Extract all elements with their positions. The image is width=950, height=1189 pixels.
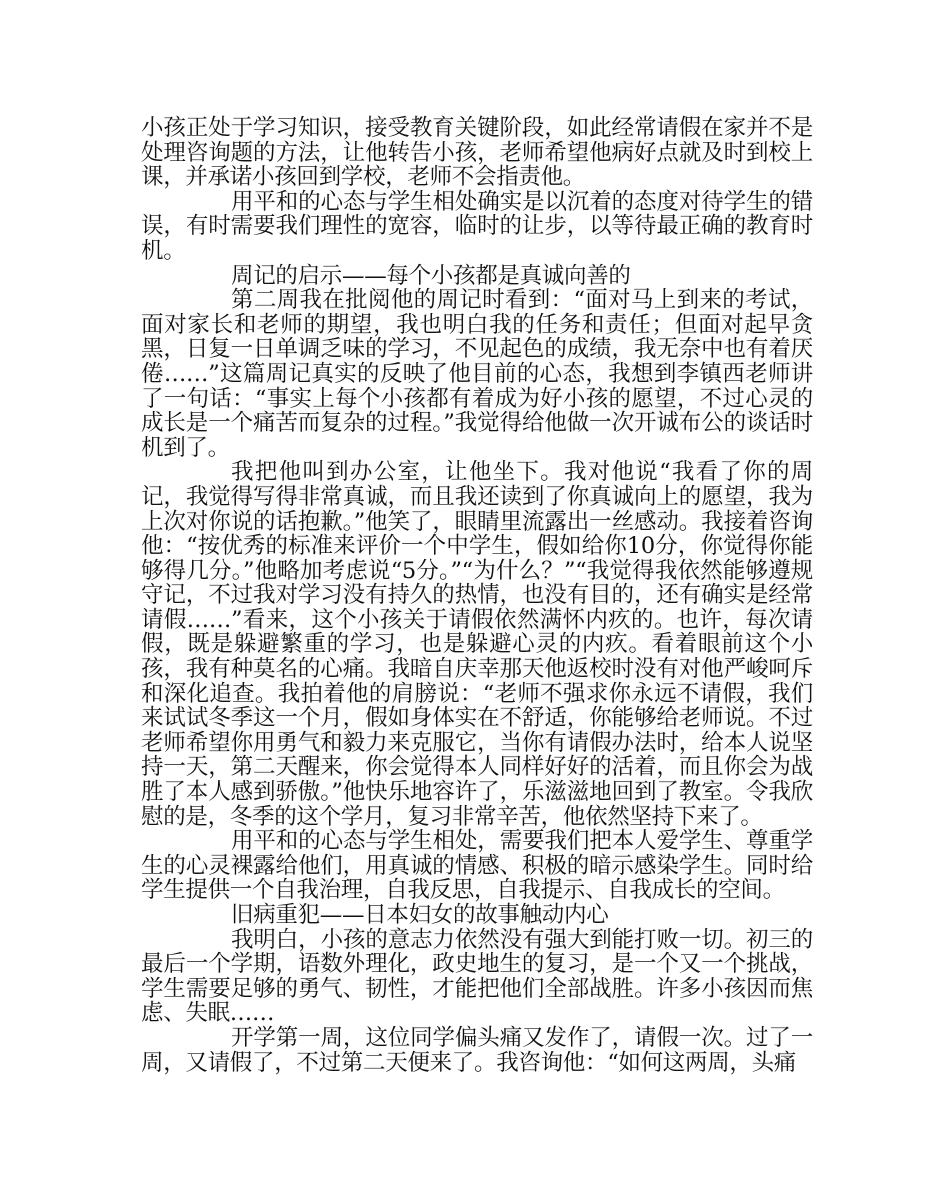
document-page xyxy=(141,116,813,1075)
section-heading-relapse: 旧病重犯——日本妇女的故事触动内心 xyxy=(231,902,609,928)
paragraph-6: 用平和的心态与学生相处，需要我们把本人爱学生、尊重学生的心灵裸露给他们，用真诚的情感、积极的暗示感染学生。同时给学生提供一个自我治理，自我反思，自我提示、自我成长的空间。 xyxy=(141,828,813,904)
paragraph-9: 开学第一周，这位同学偏头痛又发作了，请假一次。过了一周，又请假了，不过第二天便来了。我咨询他：“如何这两周，头痛 xyxy=(141,1024,813,1076)
paragraph-5: 我把他叫到办公室，让他坐下。我对他说“我看了你的周记，我觉得写得非常真诚，而且我还读到了你真诚向上的愿望，我为上次对你说的话抱歉。”他笑了，眼睛里流露出一丝感动。我接着咨询他：“按优秀的标准来评价一个中学生，假如给你10分，你觉得你能够得几分。”他略加考虑说“5分。”“为什么？”“我觉得我依然能够遵规守记，不过我对学习没有持久的热情，也没有目的，还有确实是经常请假……”看来，这个小孩关于请假依然满怀内疚的。也许，每次请假，既是躲避繁重的学习，也是躲避心灵的内疚。看着眼前这个小孩，我有种莫名的心痛。我暗自庆幸那天他返校时没有对他严峻呵斥和深化追查。我拍着他的肩膀说：“老师不强求你永远不请假，我们来试试冬季这一个月，假如身体实在不舒适，你能够给老师说。不过老师希望你用勇气和毅力来克服它，当你有请假办法时，给本人说坚持一天，第二天醒来，你会觉得本人同样好好的活着，而且你会为战胜了本人感到骄傲。”他快乐地容许了，乐滋滋地回到了教室。令我欣慰的是，冬季的这个学月，复习非常辛苦，他依然坚持下来了。 xyxy=(141,459,813,830)
paragraph-2: 用平和的心态与学生相处确实是以沉着的态度对待学生的错误，有时需要我们理性的宽容，临时的让步，以等待最正确的教育时机。 xyxy=(141,188,813,264)
paragraph-4: 第二周我在批阅他的周记时看到：“面对马上到来的考试，面对家长和老师的期望，我也明白我的任务和责任；但面对起早贪黑，日复一日单调乏味的学习，不见起色的成绩，我无奈中也有着厌倦……”这篇周记真实的反映了他目前的心态，我想到李镇西老师讲了一句话：“事实上每个小孩都有着成为好小孩的愿望，不过心灵的成长是一个痛苦而复杂的过程。”我觉得给他做一次开诚布公的谈话时机到了。 xyxy=(141,287,813,461)
paragraph-1: 小孩正处于学习知识，接受教育关键阶段，如此经常请假在家并不是处理咨询题的方法，让他转告小孩，老师希望他病好点就及时到校上课，并承诺小孩回到学校，老师不会指责他。 xyxy=(141,115,813,191)
paragraph-8: 我明白，小孩的意志力依然没有强大到能打败一切。初三的最后一个学期，语数外理化，政史地生的复习，是一个又一个挑战，学生需要足够的勇气、韧性，才能把他们全部战胜。许多小孩因而焦虑、失眠…… xyxy=(141,926,813,1027)
section-heading-weekly-journal: 周记的启示——每个小孩都是真诚向善的 xyxy=(231,262,631,289)
